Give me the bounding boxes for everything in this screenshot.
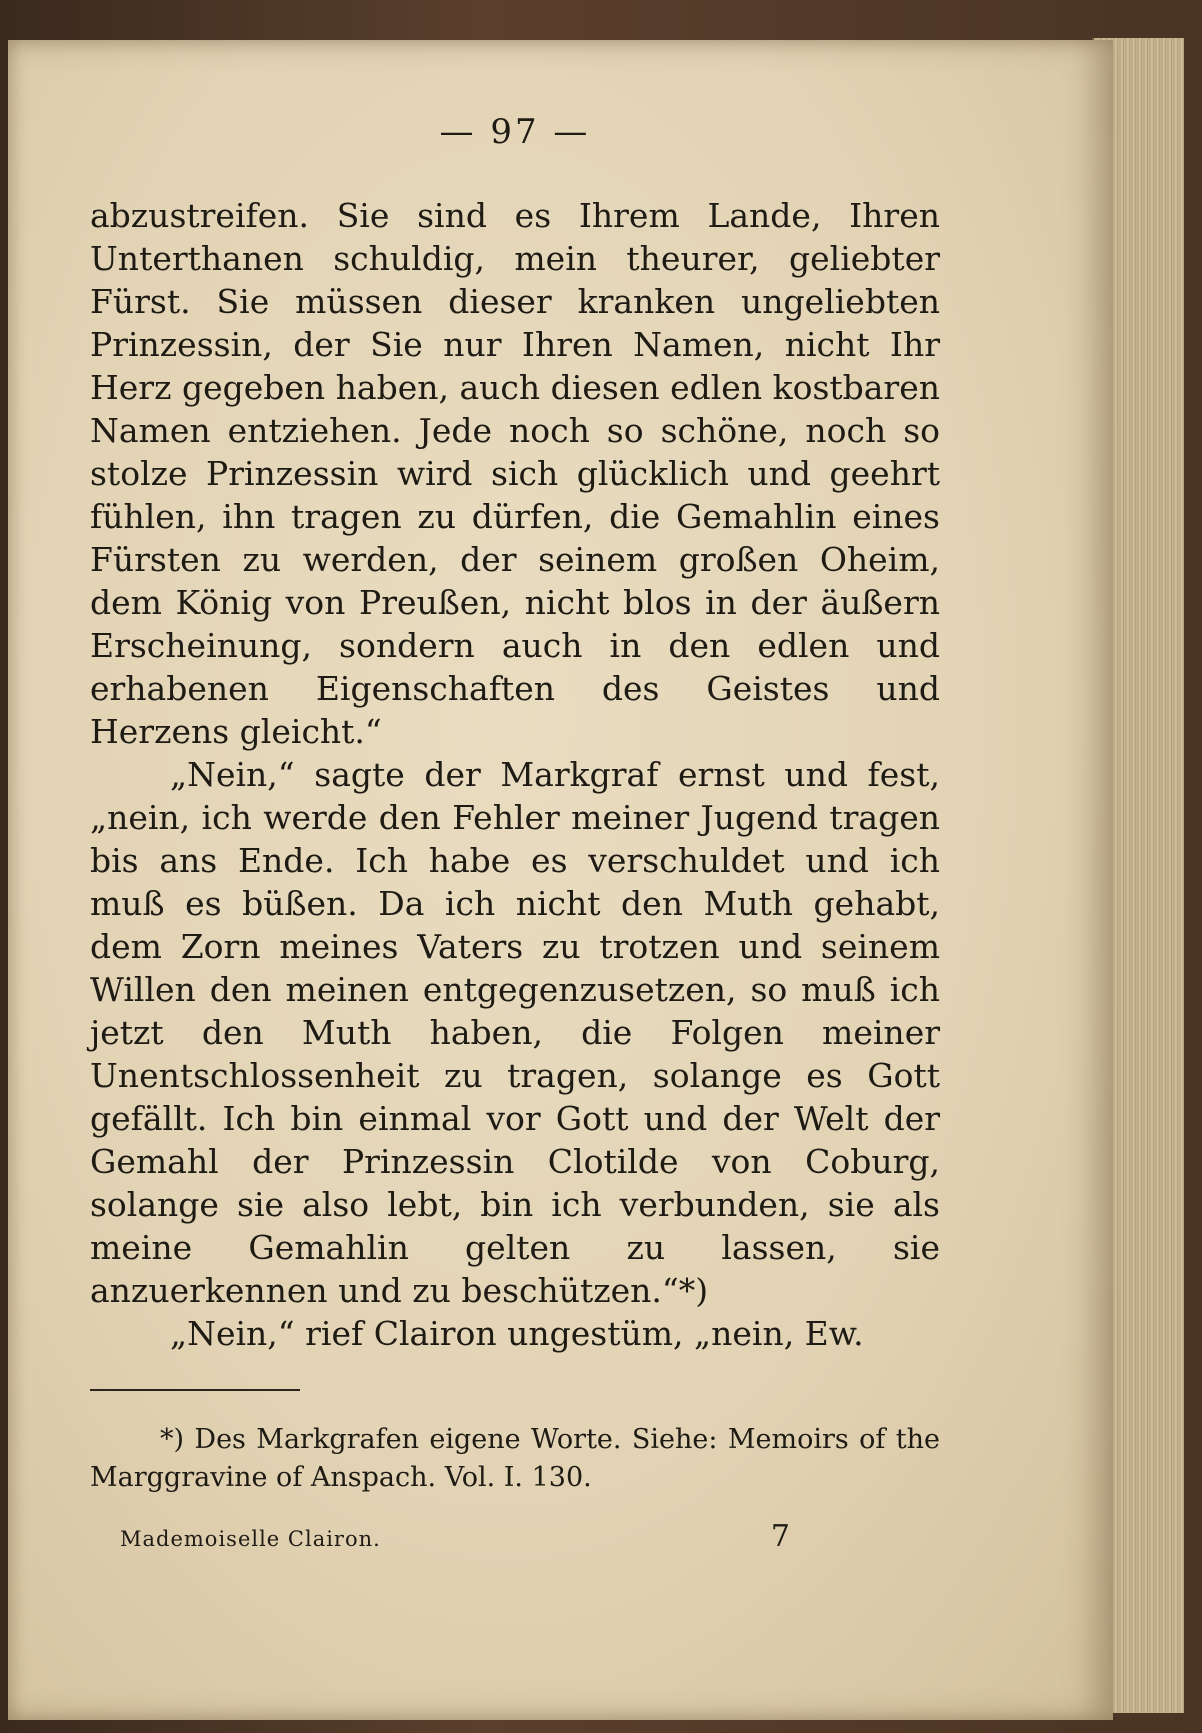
- sheet-number: 7: [770, 1519, 790, 1554]
- page-number: — 97 —: [439, 112, 591, 152]
- paragraph: „Nein,“ rief Clairon ungestüm, „nein, Ew.: [170, 1314, 864, 1353]
- paragraph: „Nein,“ sagte der Markgraf ernst und fest, „nein, ich werde den Fehler meiner Jugend tragen bis ans Ende. Ich habe es verschuldet und ich muß es büßen. Da ich nicht den Muth gehabt, dem Zorn meines Vaters zu trotzen und seinem Willen den meinen entgegenzusetzen, so muß ich jetzt den Muth haben, die Folgen meiner Unentschlossenheit zu tragen, solange es Gott gefällt. Ich bin einmal vor Gott und der Welt der Gemahl der Prinzessin Clotilde von Coburg, solange sie also lebt, bin ich verbunden, sie als meine Gemahlin gelten zu lassen, sie anzuerkennen und zu beschützen.“*): [90, 755, 940, 1310]
- footnote-divider: [90, 1389, 300, 1391]
- paragraph: abzustreifen. Sie sind es Ihrem Lande, Ihren Unterthanen schuldig, mein theurer, geliebter Fürst. Sie müssen dieser kranken ungeliebten Prinzessin, der Sie nur Ihren Namen, nicht Ihr Herz gegeben haben, auch diesen edlen kostbaren Namen entziehen. Jede noch so schöne, noch so stolze Prinzessin wird sich glücklich und geehrt fühlen, ihn tragen zu dürfen, die Gemahlin eines Fürsten zu werden, der seinem großen Oheim, dem König von Preußen, nicht blos in der äußern Erscheinung, sondern auch in den edlen und erhabenen Eigenschaften des Geistes und Herzens gleicht.“: [90, 196, 940, 751]
- page-footer: [90, 1519, 790, 1554]
- page-content: [90, 112, 940, 1554]
- footnote: *) Des Markgrafen eigene Worte. Siehe: Memoirs of the Marggravine of Anspach. Vol. I. 130.: [90, 1424, 940, 1493]
- body-text: [90, 194, 940, 1355]
- signature-mark: Mademoiselle Clairon.: [120, 1527, 381, 1551]
- book-page: [8, 40, 1113, 1720]
